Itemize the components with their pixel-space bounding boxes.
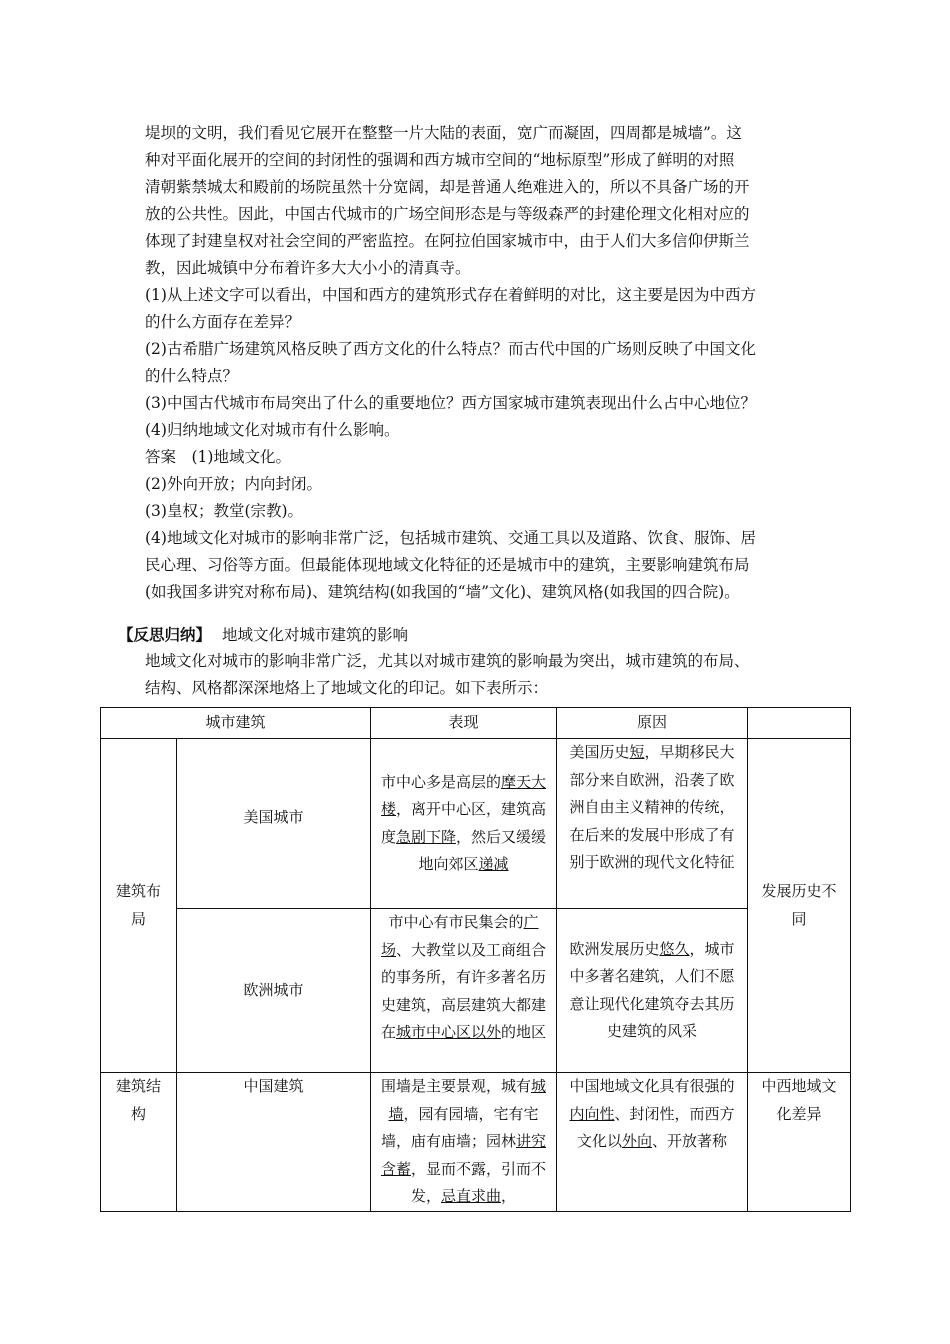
text-line: 结构、风格都深深地烙上了地域文化的印记。如下表所示： xyxy=(145,679,549,697)
text-line: 种对平面化展开的空间的封闭性的强调和西方城市空间的“地标原型”形成了鲜明的对照 xyxy=(145,151,735,169)
us-city: 美国城市 xyxy=(177,739,371,909)
architecture-table xyxy=(100,707,851,1212)
answer-line: (3)皇权；教堂(宗教)。 xyxy=(145,502,304,520)
header-cause: 原因 xyxy=(557,708,748,739)
table-row xyxy=(101,909,851,1073)
answer-line: (如我国多讲究对称布局)、建筑结构(如我国的“墙”文化)、建筑风格(如我国的四合院)。 xyxy=(145,583,740,601)
eu-cause: 欧洲发展历史悠久，城市中多著名建筑，人们不愿意让现代化建筑夺去其历史建筑的风采 xyxy=(557,909,748,1073)
text-line: 地域文化对城市的影响非常广泛，尤其以对城市建筑的影响最为突出，城市建筑的布局、 xyxy=(145,652,750,670)
question-line: 的什么特点？ xyxy=(145,367,239,385)
table-header-row xyxy=(101,708,851,739)
table-row xyxy=(101,739,851,909)
header-performance: 表现 xyxy=(371,708,557,739)
header-city-building: 城市建筑 xyxy=(101,708,371,739)
answer-line: 答案 (1)地域文化。 xyxy=(145,448,291,466)
reflection-title: 地域文化对城市建筑的影响 xyxy=(221,626,408,644)
question-line: (4)归纳地域文化对城市有什么影响。 xyxy=(145,421,400,439)
question-line: (3)中国古代城市布局突出了什么的重要地位？西方国家城市建筑表现出什么占中心地位？ xyxy=(145,394,756,412)
eu-performance: 市中心有市民集会的广场、大教堂以及工商组合的事务所，有许多著名历史建筑，高层建筑大都建在城市中心区以外的地区 xyxy=(371,909,557,1073)
category-structure: 建筑结构 xyxy=(101,1073,177,1212)
us-performance: 市中心多是高层的摩天大楼，离开中心区，建筑高度急剧下降，然后又缓缓地向郊区递减 xyxy=(371,739,557,909)
question-line: (1)从上述文字可以看出，中国和西方的建筑形式存在着鲜明的对比，这主要是因为中西方 xyxy=(145,286,756,304)
answer-line: 民心理、习俗等方面。但最能体现地域文化特征的还是城市中的建筑，主要影响建筑布局 xyxy=(145,556,750,574)
layout-reason: 发展历史不同 xyxy=(748,739,851,1073)
passage-text xyxy=(145,120,825,606)
answer-line: (4)地域文化对城市的影响非常广泛，包括城市建筑、交通工具以及道路、饮食、服饰、居 xyxy=(145,529,756,547)
text-line: 清朝紫禁城太和殿前的场院虽然十分宽阔，却是普通人绝难进入的，所以不具备广场的开 xyxy=(145,178,750,196)
china-performance: 围墙是主要景观，城有城墙，园有园墙，宅有宅墙，庙有庙墙；园林讲究含蓄，显而不露，引而不发，忌直求曲， xyxy=(371,1073,557,1212)
eu-city: 欧洲城市 xyxy=(177,909,371,1073)
us-cause: 美国历史短，早期移民大部分来自欧洲，沿袭了欧洲自由主义精神的传统，在后来的发展中形成了有别于欧洲的现代文化特征 xyxy=(557,739,748,909)
question-line: 的什么方面存在差异？ xyxy=(145,313,301,331)
text-line: 体现了封建皇权对社会空间的严密监控。在阿拉伯国家城市中，由于人们大多信仰伊斯兰 xyxy=(145,232,750,250)
question-line: (2)古希腊广场建筑风格反映了西方文化的什么特点？而古代中国的广场则反映了中国文化 xyxy=(145,340,756,358)
text-line: 教，因此城镇中分布着许多大大小小的清真寺。 xyxy=(145,259,471,277)
answer-line: (2)外向开放；内向封闭。 xyxy=(145,475,322,493)
reflection-tag: 【反思归纳】 xyxy=(118,625,212,644)
reflection-heading xyxy=(118,621,838,649)
category-layout: 建筑布局 xyxy=(101,739,177,1073)
text-line: 堤坝的文明，我们看见它展开在整整一片大陆的表面，宽广而凝固，四周都是城墙”。这 xyxy=(145,124,742,142)
table-row xyxy=(101,1073,851,1212)
text-line: 放的公共性。因此，中国古代城市的广场空间形态是与等级森严的封建伦理文化相对应的 xyxy=(145,205,750,223)
structure-reason: 中西地域文化差异 xyxy=(748,1073,851,1212)
header-empty xyxy=(748,708,851,739)
china-building: 中国建筑 xyxy=(177,1073,371,1212)
reflection-text xyxy=(145,648,825,702)
china-cause: 中国地域文化具有很强的内向性、封闭性，而西方文化以外向、开放著称 xyxy=(557,1073,748,1212)
